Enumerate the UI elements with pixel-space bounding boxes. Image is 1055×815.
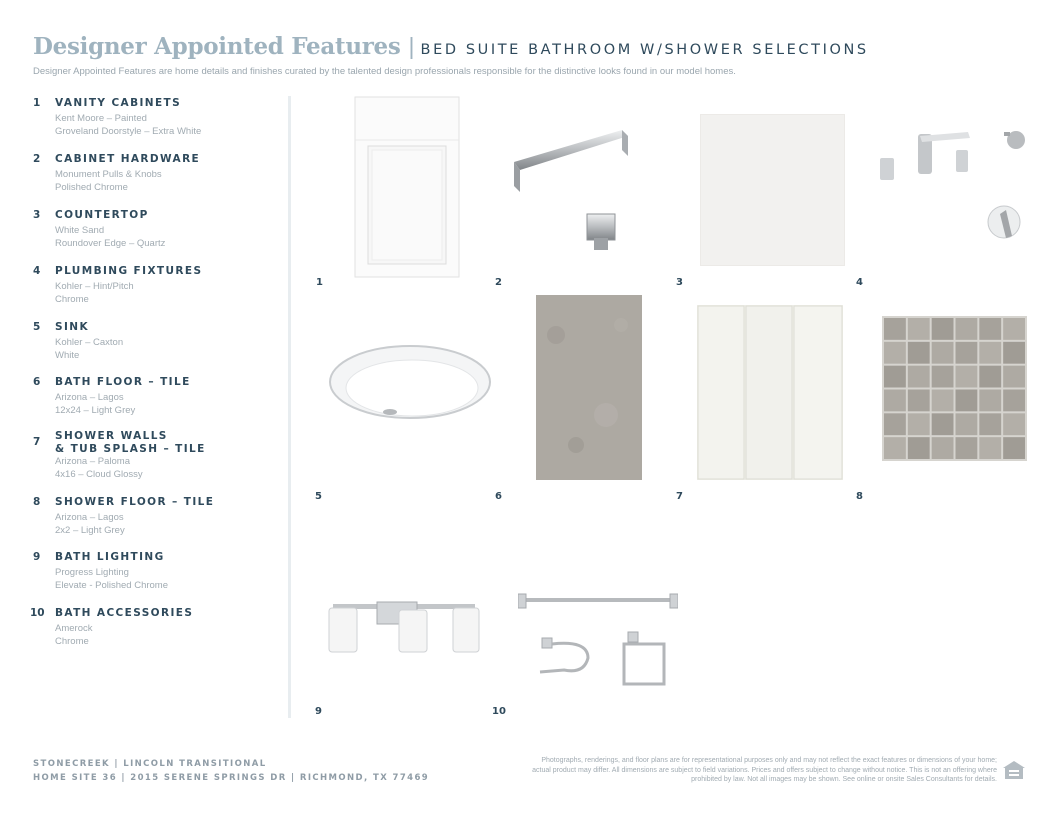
- feature-line: Amerock: [55, 623, 93, 634]
- feature-line: White: [55, 350, 80, 361]
- mosaic-tile: [884, 342, 906, 364]
- mosaic-tile: [908, 342, 930, 364]
- swatch-caption: 7: [676, 491, 683, 502]
- mosaic-tile: [932, 437, 954, 459]
- mosaic-tile: [1003, 390, 1025, 412]
- feature-title: PLUMBING FIXTURES: [55, 265, 203, 277]
- feature-title: COUNTERTOP: [55, 209, 149, 221]
- mosaic-tile: [979, 437, 1001, 459]
- shower-walls-tile-swatch: [697, 305, 843, 480]
- feature-number: 10: [30, 607, 45, 619]
- mosaic-tile: [1003, 366, 1025, 388]
- equal-housing-icon: [1002, 760, 1026, 782]
- mosaic-tile: [908, 318, 930, 340]
- mosaic-tile: [956, 342, 978, 364]
- mosaic-tile: [932, 366, 954, 388]
- mosaic-tile: [979, 318, 1001, 340]
- swatch-caption: 9: [315, 706, 322, 717]
- swatch-caption: 4: [856, 277, 863, 288]
- feature-line: Roundover Edge – Quartz: [55, 238, 166, 249]
- feature-number: 3: [33, 209, 41, 221]
- page-subtitle: BED SUITE BATHROOM W/SHOWER SELECTIONS: [420, 42, 869, 58]
- feature-line: Elevate - Polished Chrome: [55, 580, 168, 591]
- home-site-address: HOME SITE 36 | 2015 SERENE SPRINGS DR | RICHMOND, TX 77469: [33, 773, 430, 783]
- divider-line: [288, 96, 291, 718]
- feature-line: Kohler – Hint/Pitch: [55, 281, 134, 292]
- bath-lighting-swatch: [327, 598, 481, 656]
- mosaic-tile: [956, 390, 978, 412]
- countertop-swatch: [700, 114, 845, 266]
- mosaic-tile: [908, 413, 930, 435]
- bath-floor-tile-swatch: [536, 295, 642, 480]
- feature-number: 5: [33, 321, 41, 333]
- feature-title: BATH ACCESSORIES: [55, 607, 194, 619]
- feature-line: Progress Lighting: [55, 567, 129, 578]
- swatch-caption: 2: [495, 277, 502, 288]
- feature-line: Monument Pulls & Knobs: [55, 169, 162, 180]
- cabinet-hardware-swatch: [510, 126, 630, 256]
- feature-title: VANITY CABINETS: [55, 97, 182, 109]
- mosaic-tile: [932, 318, 954, 340]
- feature-line: Groveland Doorstyle – Extra White: [55, 126, 202, 137]
- swatch-caption: 1: [316, 277, 323, 288]
- mosaic-tile: [956, 318, 978, 340]
- mosaic-tile: [1003, 318, 1025, 340]
- mosaic-tile: [884, 390, 906, 412]
- feature-line: Arizona – Lagos: [55, 392, 124, 403]
- mosaic-tile: [956, 366, 978, 388]
- feature-line: White Sand: [55, 225, 105, 236]
- mosaic-tile: [932, 390, 954, 412]
- feature-number: 4: [33, 265, 41, 277]
- swatch-caption: 3: [676, 277, 683, 288]
- mosaic-tile: [884, 366, 906, 388]
- feature-line: 2x2 – Light Grey: [55, 525, 125, 536]
- mosaic-tile: [956, 413, 978, 435]
- feature-title: BATH FLOOR – TILE: [55, 376, 191, 388]
- mosaic-tile: [979, 366, 1001, 388]
- feature-title-continued: & TUB SPLASH – TILE: [55, 443, 206, 455]
- feature-line: 12x24 – Light Grey: [55, 405, 136, 416]
- feature-number: 7: [33, 436, 41, 448]
- mosaic-tile: [884, 413, 906, 435]
- feature-number: 2: [33, 153, 41, 165]
- swatch-caption: 8: [856, 491, 863, 502]
- swatch-caption: 10: [492, 706, 506, 717]
- cabinet-door-swatch: [354, 96, 460, 278]
- feature-line: Polished Chrome: [55, 182, 128, 193]
- feature-line: Arizona – Paloma: [55, 456, 130, 467]
- feature-title: CABINET HARDWARE: [55, 153, 201, 165]
- feature-number: 6: [33, 376, 41, 388]
- mosaic-tile: [979, 342, 1001, 364]
- mosaic-tile: [956, 437, 978, 459]
- feature-number: 8: [33, 496, 41, 508]
- mosaic-tile: [1003, 437, 1025, 459]
- feature-title: BATH LIGHTING: [55, 551, 165, 563]
- sink-swatch: [328, 344, 492, 424]
- bath-accessories-swatch: [518, 592, 678, 688]
- mosaic-tile: [1003, 342, 1025, 364]
- feature-title: SHOWER FLOOR – TILE: [55, 496, 215, 508]
- mosaic-tile: [908, 437, 930, 459]
- feature-number: 9: [33, 551, 41, 563]
- title-separator: |: [408, 33, 415, 59]
- swatch-caption: 6: [495, 491, 502, 502]
- mosaic-tile: [1003, 413, 1025, 435]
- mosaic-tile: [979, 413, 1001, 435]
- feature-title: SINK: [55, 321, 89, 333]
- swatch-caption: 5: [315, 491, 322, 502]
- shower-floor-tile-swatch: [882, 316, 1027, 461]
- mosaic-tile: [884, 437, 906, 459]
- mosaic-tile: [932, 342, 954, 364]
- mosaic-tile: [884, 318, 906, 340]
- feature-line: Kent Moore – Painted: [55, 113, 147, 124]
- feature-number: 1: [33, 97, 41, 109]
- page-header: [33, 33, 869, 60]
- community-name: STONECREEK | LINCOLN TRANSITIONAL: [33, 759, 267, 769]
- mosaic-tile: [908, 390, 930, 412]
- legal-disclaimer: Photographs, renderings, and floor plans are for representational purposes only and may not reflect the exact features or dimensions of your home; actual product may differ. All dimensions are subject to field variations. Prices and offers subject to change without notice. This is not an offering where prohibited by law. Not all images may be shown. See online or onsite Sales Consultants for details.: [532, 757, 997, 784]
- feature-line: Chrome: [55, 636, 89, 647]
- feature-title: SHOWER WALLS: [55, 430, 168, 442]
- feature-line: Arizona – Lagos: [55, 512, 124, 523]
- plumbing-fixtures-swatch: [878, 126, 1038, 246]
- feature-line: Chrome: [55, 294, 89, 305]
- mosaic-tile: [979, 390, 1001, 412]
- mosaic-tile: [908, 366, 930, 388]
- mosaic-tile: [932, 413, 954, 435]
- page-title: Designer Appointed Features: [33, 33, 401, 60]
- feature-line: 4x16 – Cloud Glossy: [55, 469, 143, 480]
- intro-text: Designer Appointed Features are home details and finishes curated by the talented design professionals responsible for the distinctive looks found in our model homes.: [33, 66, 736, 77]
- feature-line: Kohler – Caxton: [55, 337, 124, 348]
